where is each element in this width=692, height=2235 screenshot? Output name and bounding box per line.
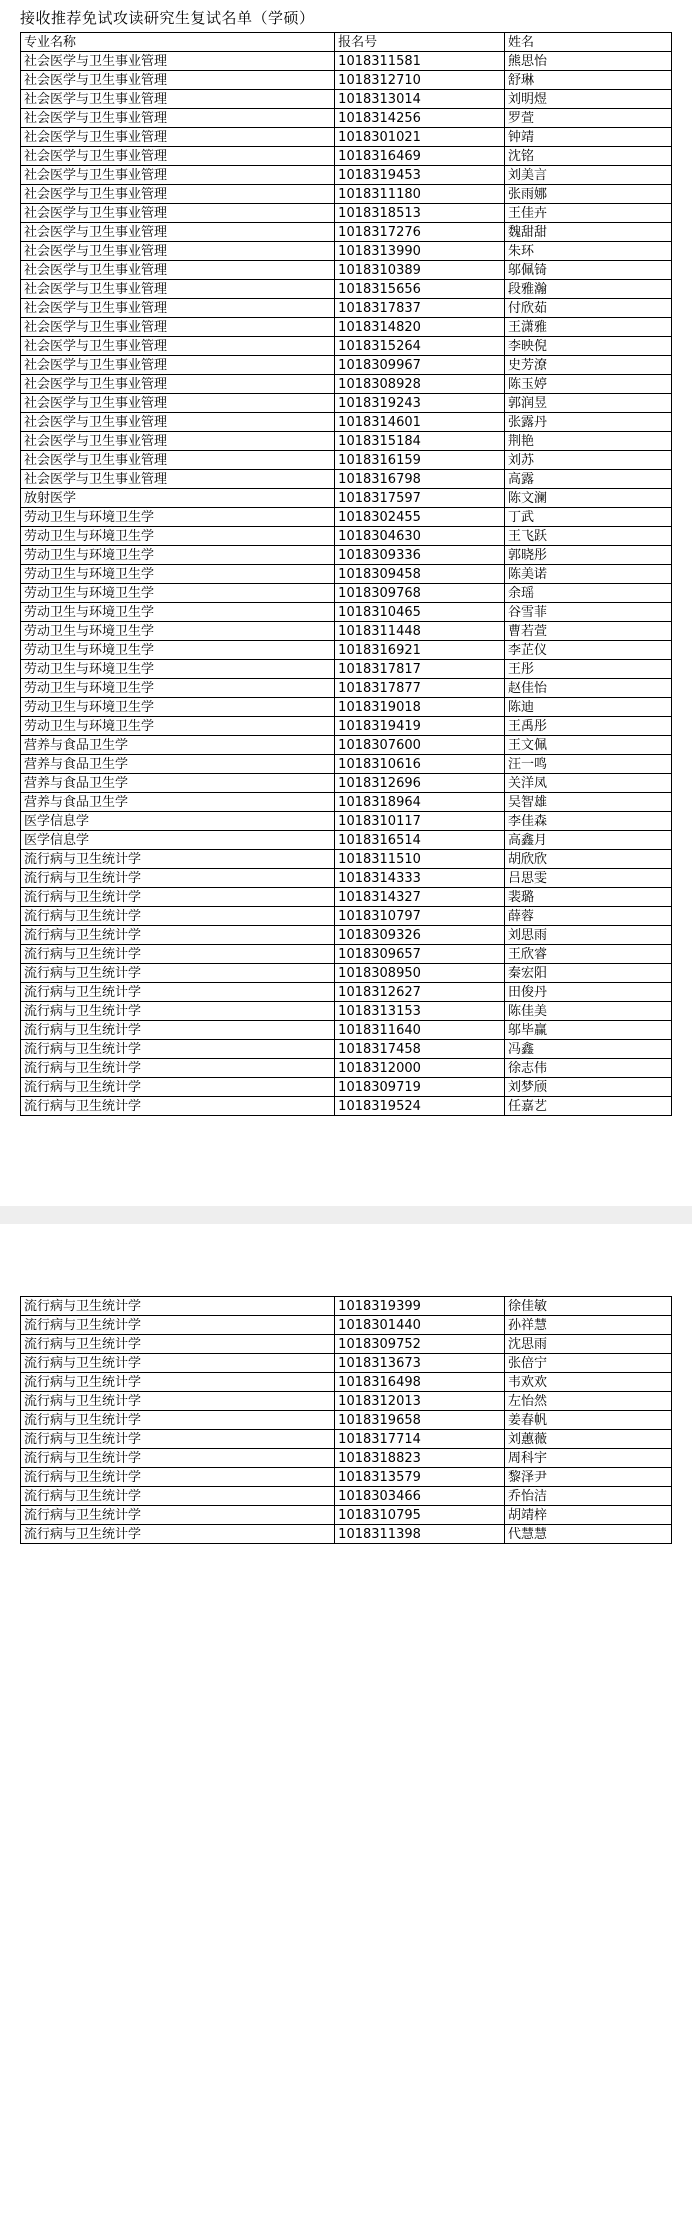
cell-major: 劳动卫生与环境卫生学 bbox=[21, 641, 335, 660]
cell-name: 陈佳美 bbox=[504, 1002, 671, 1021]
table-row bbox=[21, 1430, 672, 1449]
cell-name: 吴智雄 bbox=[504, 793, 671, 812]
cell-name: 陈文澜 bbox=[504, 489, 671, 508]
cell-major: 流行病与卫生统计学 bbox=[21, 1373, 335, 1392]
cell-major: 医学信息学 bbox=[21, 812, 335, 831]
table-row bbox=[21, 1392, 672, 1411]
cell-name: 刘明煜 bbox=[504, 90, 671, 109]
cell-major: 流行病与卫生统计学 bbox=[21, 850, 335, 869]
cell-major: 营养与食品卫生学 bbox=[21, 774, 335, 793]
cell-application-id: 1018314820 bbox=[335, 318, 505, 337]
table-row bbox=[21, 1297, 672, 1316]
cell-name: 高鑫月 bbox=[504, 831, 671, 850]
table-row bbox=[21, 375, 672, 394]
cell-major: 社会医学与卫生事业管理 bbox=[21, 128, 335, 147]
cell-application-id: 1018312710 bbox=[335, 71, 505, 90]
cell-major: 流行病与卫生统计学 bbox=[21, 1411, 335, 1430]
cell-major: 流行病与卫生统计学 bbox=[21, 1316, 335, 1335]
table-row bbox=[21, 413, 672, 432]
cell-name: 裴璐 bbox=[504, 888, 671, 907]
table-row bbox=[21, 983, 672, 1002]
document-page-1 bbox=[0, 0, 692, 1116]
cell-name: 邬毕赢 bbox=[504, 1021, 671, 1040]
table-row bbox=[21, 128, 672, 147]
cell-major: 社会医学与卫生事业管理 bbox=[21, 166, 335, 185]
cell-application-id: 1018309768 bbox=[335, 584, 505, 603]
table-row bbox=[21, 1316, 672, 1335]
cell-application-id: 1018309336 bbox=[335, 546, 505, 565]
cell-major: 放射医学 bbox=[21, 489, 335, 508]
table-row bbox=[21, 223, 672, 242]
table-row bbox=[21, 774, 672, 793]
cell-application-id: 1018318964 bbox=[335, 793, 505, 812]
cell-application-id: 1018319524 bbox=[335, 1097, 505, 1116]
table-row bbox=[21, 166, 672, 185]
cell-name: 舒琳 bbox=[504, 71, 671, 90]
cell-application-id: 1018314333 bbox=[335, 869, 505, 888]
table-row bbox=[21, 71, 672, 90]
cell-name: 汪一鸣 bbox=[504, 755, 671, 774]
table-row bbox=[21, 185, 672, 204]
cell-application-id: 1018303466 bbox=[335, 1487, 505, 1506]
document-page-2 bbox=[0, 1296, 692, 1544]
table-row bbox=[21, 698, 672, 717]
cell-application-id: 1018308950 bbox=[335, 964, 505, 983]
cell-application-id: 1018310117 bbox=[335, 812, 505, 831]
cell-name: 刘梦颀 bbox=[504, 1078, 671, 1097]
cell-major: 营养与食品卫生学 bbox=[21, 755, 335, 774]
cell-name: 田俊丹 bbox=[504, 983, 671, 1002]
cell-name: 胡欣欣 bbox=[504, 850, 671, 869]
cell-major: 流行病与卫生统计学 bbox=[21, 888, 335, 907]
cell-application-id: 1018309752 bbox=[335, 1335, 505, 1354]
cell-major: 流行病与卫生统计学 bbox=[21, 1097, 335, 1116]
table-row bbox=[21, 299, 672, 318]
cell-name: 付欣茹 bbox=[504, 299, 671, 318]
table-row bbox=[21, 489, 672, 508]
page-separator-strip bbox=[0, 1206, 692, 1224]
table-row bbox=[21, 280, 672, 299]
table-row bbox=[21, 660, 672, 679]
cell-major: 流行病与卫生统计学 bbox=[21, 945, 335, 964]
page-2-top-margin bbox=[0, 1224, 692, 1296]
cell-major: 流行病与卫生统计学 bbox=[21, 983, 335, 1002]
table-row bbox=[21, 90, 672, 109]
cell-application-id: 1018310465 bbox=[335, 603, 505, 622]
cell-major: 流行病与卫生统计学 bbox=[21, 1392, 335, 1411]
cell-name: 陈玉婷 bbox=[504, 375, 671, 394]
cell-name: 邬佩锜 bbox=[504, 261, 671, 280]
cell-application-id: 1018309657 bbox=[335, 945, 505, 964]
table-row bbox=[21, 641, 672, 660]
cell-major: 社会医学与卫生事业管理 bbox=[21, 90, 335, 109]
table-row bbox=[21, 717, 672, 736]
cell-major: 流行病与卫生统计学 bbox=[21, 1021, 335, 1040]
cell-major: 流行病与卫生统计学 bbox=[21, 1468, 335, 1487]
cell-name: 黎泽尹 bbox=[504, 1468, 671, 1487]
cell-application-id: 1018317714 bbox=[335, 1430, 505, 1449]
cell-major: 流行病与卫生统计学 bbox=[21, 1002, 335, 1021]
cell-major: 社会医学与卫生事业管理 bbox=[21, 413, 335, 432]
cell-major: 社会医学与卫生事业管理 bbox=[21, 261, 335, 280]
cell-name: 李芷仪 bbox=[504, 641, 671, 660]
cell-application-id: 1018319419 bbox=[335, 717, 505, 736]
cell-name: 刘蕙薇 bbox=[504, 1430, 671, 1449]
cell-major: 社会医学与卫生事业管理 bbox=[21, 375, 335, 394]
cell-application-id: 1018309719 bbox=[335, 1078, 505, 1097]
cell-name: 张露丹 bbox=[504, 413, 671, 432]
cell-name: 秦宏阳 bbox=[504, 964, 671, 983]
table-row bbox=[21, 584, 672, 603]
table-row bbox=[21, 1506, 672, 1525]
cell-application-id: 1018317276 bbox=[335, 223, 505, 242]
cell-name: 陈迪 bbox=[504, 698, 671, 717]
table-row bbox=[21, 964, 672, 983]
cell-major: 流行病与卫生统计学 bbox=[21, 1449, 335, 1468]
page-2-bottom-margin bbox=[0, 1544, 692, 1584]
cell-application-id: 1018317837 bbox=[335, 299, 505, 318]
cell-major: 社会医学与卫生事业管理 bbox=[21, 242, 335, 261]
table-row bbox=[21, 679, 672, 698]
cell-name: 段雅瀚 bbox=[504, 280, 671, 299]
cell-name: 王潇雅 bbox=[504, 318, 671, 337]
cell-major: 流行病与卫生统计学 bbox=[21, 1487, 335, 1506]
table-row bbox=[21, 394, 672, 413]
table-row bbox=[21, 755, 672, 774]
cell-application-id: 1018317597 bbox=[335, 489, 505, 508]
cell-application-id: 1018312000 bbox=[335, 1059, 505, 1078]
cell-name: 薛蓉 bbox=[504, 907, 671, 926]
cell-major: 流行病与卫生统计学 bbox=[21, 1059, 335, 1078]
cell-name: 张雨娜 bbox=[504, 185, 671, 204]
cell-name: 张倍宁 bbox=[504, 1354, 671, 1373]
cell-major: 社会医学与卫生事业管理 bbox=[21, 470, 335, 489]
cell-major: 劳动卫生与环境卫生学 bbox=[21, 622, 335, 641]
table-row bbox=[21, 527, 672, 546]
cell-name: 沈思雨 bbox=[504, 1335, 671, 1354]
cell-major: 流行病与卫生统计学 bbox=[21, 1335, 335, 1354]
table-row bbox=[21, 318, 672, 337]
table-row bbox=[21, 1335, 672, 1354]
table-row bbox=[21, 470, 672, 489]
table-row bbox=[21, 261, 672, 280]
cell-name: 王飞跃 bbox=[504, 527, 671, 546]
cell-name: 冯鑫 bbox=[504, 1040, 671, 1059]
cell-application-id: 1018310795 bbox=[335, 1506, 505, 1525]
table-row bbox=[21, 907, 672, 926]
table-row bbox=[21, 508, 672, 527]
column-header-name: 姓名 bbox=[504, 33, 671, 52]
cell-major: 流行病与卫生统计学 bbox=[21, 1430, 335, 1449]
table-row bbox=[21, 945, 672, 964]
table-row bbox=[21, 850, 672, 869]
cell-application-id: 1018313014 bbox=[335, 90, 505, 109]
cell-name: 刘美言 bbox=[504, 166, 671, 185]
cell-application-id: 1018315184 bbox=[335, 432, 505, 451]
cell-name: 关洋凤 bbox=[504, 774, 671, 793]
cell-name: 乔怡洁 bbox=[504, 1487, 671, 1506]
cell-major: 流行病与卫生统计学 bbox=[21, 1354, 335, 1373]
cell-application-id: 1018311640 bbox=[335, 1021, 505, 1040]
cell-major: 社会医学与卫生事业管理 bbox=[21, 356, 335, 375]
cell-major: 劳动卫生与环境卫生学 bbox=[21, 527, 335, 546]
cell-major: 社会医学与卫生事业管理 bbox=[21, 52, 335, 71]
cell-name: 赵佳怡 bbox=[504, 679, 671, 698]
cell-application-id: 1018311448 bbox=[335, 622, 505, 641]
cell-major: 社会医学与卫生事业管理 bbox=[21, 223, 335, 242]
cell-name: 王文佩 bbox=[504, 736, 671, 755]
cell-application-id: 1018316159 bbox=[335, 451, 505, 470]
column-header-major: 专业名称 bbox=[21, 33, 335, 52]
cell-name: 左怡然 bbox=[504, 1392, 671, 1411]
table-row bbox=[21, 52, 672, 71]
cell-name: 曹若萱 bbox=[504, 622, 671, 641]
cell-major: 社会医学与卫生事业管理 bbox=[21, 185, 335, 204]
cell-name: 周科宇 bbox=[504, 1449, 671, 1468]
cell-major: 医学信息学 bbox=[21, 831, 335, 850]
cell-name: 李佳森 bbox=[504, 812, 671, 831]
table-row bbox=[21, 1354, 672, 1373]
cell-name: 韦欢欢 bbox=[504, 1373, 671, 1392]
cell-application-id: 1018302455 bbox=[335, 508, 505, 527]
cell-major: 社会医学与卫生事业管理 bbox=[21, 337, 335, 356]
cell-name: 郭晓彤 bbox=[504, 546, 671, 565]
table-row bbox=[21, 242, 672, 261]
cell-application-id: 1018313990 bbox=[335, 242, 505, 261]
cell-major: 劳动卫生与环境卫生学 bbox=[21, 584, 335, 603]
cell-application-id: 1018311398 bbox=[335, 1525, 505, 1544]
table-row bbox=[21, 147, 672, 166]
cell-major: 流行病与卫生统计学 bbox=[21, 907, 335, 926]
cell-major: 劳动卫生与环境卫生学 bbox=[21, 603, 335, 622]
cell-name: 王欣睿 bbox=[504, 945, 671, 964]
cell-application-id: 1018314601 bbox=[335, 413, 505, 432]
cell-application-id: 1018319453 bbox=[335, 166, 505, 185]
cell-name: 王佳卉 bbox=[504, 204, 671, 223]
table-row bbox=[21, 451, 672, 470]
cell-application-id: 1018317877 bbox=[335, 679, 505, 698]
cell-major: 流行病与卫生统计学 bbox=[21, 1297, 335, 1316]
cell-application-id: 1018319658 bbox=[335, 1411, 505, 1430]
table-row bbox=[21, 356, 672, 375]
cell-application-id: 1018319399 bbox=[335, 1297, 505, 1316]
cell-major: 社会医学与卫生事业管理 bbox=[21, 318, 335, 337]
cell-application-id: 1018319018 bbox=[335, 698, 505, 717]
cell-application-id: 1018309326 bbox=[335, 926, 505, 945]
cell-major: 流行病与卫生统计学 bbox=[21, 869, 335, 888]
cell-name: 沈铭 bbox=[504, 147, 671, 166]
cell-major: 流行病与卫生统计学 bbox=[21, 1506, 335, 1525]
cell-major: 劳动卫生与环境卫生学 bbox=[21, 679, 335, 698]
cell-major: 流行病与卫生统计学 bbox=[21, 1525, 335, 1544]
table-row bbox=[21, 204, 672, 223]
table-row bbox=[21, 736, 672, 755]
cell-major: 流行病与卫生统计学 bbox=[21, 1040, 335, 1059]
cell-name: 徐志伟 bbox=[504, 1059, 671, 1078]
cell-name: 魏甜甜 bbox=[504, 223, 671, 242]
cell-major: 劳动卫生与环境卫生学 bbox=[21, 698, 335, 717]
cell-major: 营养与食品卫生学 bbox=[21, 736, 335, 755]
cell-major: 流行病与卫生统计学 bbox=[21, 926, 335, 945]
cell-application-id: 1018314327 bbox=[335, 888, 505, 907]
cell-application-id: 1018319243 bbox=[335, 394, 505, 413]
cell-major: 社会医学与卫生事业管理 bbox=[21, 299, 335, 318]
cell-application-id: 1018316921 bbox=[335, 641, 505, 660]
cell-application-id: 1018311510 bbox=[335, 850, 505, 869]
cell-major: 社会医学与卫生事业管理 bbox=[21, 432, 335, 451]
cell-application-id: 1018318513 bbox=[335, 204, 505, 223]
cell-application-id: 1018315656 bbox=[335, 280, 505, 299]
cell-name: 朱环 bbox=[504, 242, 671, 261]
table-header-row bbox=[21, 33, 672, 52]
table-row bbox=[21, 109, 672, 128]
cell-name: 史芳潦 bbox=[504, 356, 671, 375]
table-header bbox=[21, 33, 672, 52]
cell-name: 高露 bbox=[504, 470, 671, 489]
cell-major: 劳动卫生与环境卫生学 bbox=[21, 508, 335, 527]
cell-name: 吕思雯 bbox=[504, 869, 671, 888]
table-row bbox=[21, 1097, 672, 1116]
cell-major: 社会医学与卫生事业管理 bbox=[21, 109, 335, 128]
cell-application-id: 1018301021 bbox=[335, 128, 505, 147]
table-row bbox=[21, 1468, 672, 1487]
table-row bbox=[21, 432, 672, 451]
cell-major: 劳动卫生与环境卫生学 bbox=[21, 717, 335, 736]
cell-application-id: 1018310389 bbox=[335, 261, 505, 280]
cell-major: 社会医学与卫生事业管理 bbox=[21, 394, 335, 413]
cell-application-id: 1018311180 bbox=[335, 185, 505, 204]
cell-application-id: 1018312013 bbox=[335, 1392, 505, 1411]
cell-application-id: 1018316498 bbox=[335, 1373, 505, 1392]
table-row bbox=[21, 1487, 672, 1506]
cell-name: 钟靖 bbox=[504, 128, 671, 147]
page-title: 接收推荐免试攻读研究生复试名单（学硕） bbox=[20, 9, 315, 27]
cell-name: 徐佳敏 bbox=[504, 1297, 671, 1316]
table-row bbox=[21, 831, 672, 850]
cell-application-id: 1018304630 bbox=[335, 527, 505, 546]
cell-name: 代慧慧 bbox=[504, 1525, 671, 1544]
cell-name: 丁武 bbox=[504, 508, 671, 527]
table-row bbox=[21, 337, 672, 356]
table-row bbox=[21, 926, 672, 945]
table-row bbox=[21, 603, 672, 622]
cell-application-id: 1018314256 bbox=[335, 109, 505, 128]
cell-application-id: 1018309458 bbox=[335, 565, 505, 584]
cell-name: 刘苏 bbox=[504, 451, 671, 470]
table-row bbox=[21, 1525, 672, 1544]
cell-application-id: 1018312627 bbox=[335, 983, 505, 1002]
table-row bbox=[21, 622, 672, 641]
cell-application-id: 1018307600 bbox=[335, 736, 505, 755]
cell-application-id: 1018313579 bbox=[335, 1468, 505, 1487]
cell-application-id: 1018315264 bbox=[335, 337, 505, 356]
cell-major: 劳动卫生与环境卫生学 bbox=[21, 660, 335, 679]
cell-major: 社会医学与卫生事业管理 bbox=[21, 280, 335, 299]
cell-application-id: 1018312696 bbox=[335, 774, 505, 793]
cell-application-id: 1018310616 bbox=[335, 755, 505, 774]
cell-name: 李映倪 bbox=[504, 337, 671, 356]
cell-major: 社会医学与卫生事业管理 bbox=[21, 451, 335, 470]
table-row bbox=[21, 1059, 672, 1078]
cell-name: 谷雪菲 bbox=[504, 603, 671, 622]
cell-application-id: 1018309967 bbox=[335, 356, 505, 375]
table-row bbox=[21, 565, 672, 584]
cell-application-id: 1018317458 bbox=[335, 1040, 505, 1059]
cell-name: 姜春帆 bbox=[504, 1411, 671, 1430]
table-row bbox=[21, 1040, 672, 1059]
roster-table-page-2 bbox=[20, 1296, 672, 1544]
table-row bbox=[21, 869, 672, 888]
cell-application-id: 1018318823 bbox=[335, 1449, 505, 1468]
cell-name: 陈美诺 bbox=[504, 565, 671, 584]
cell-name: 王彤 bbox=[504, 660, 671, 679]
cell-major: 营养与食品卫生学 bbox=[21, 793, 335, 812]
cell-major: 流行病与卫生统计学 bbox=[21, 1078, 335, 1097]
cell-major: 流行病与卫生统计学 bbox=[21, 964, 335, 983]
table-body-page-2 bbox=[21, 1297, 672, 1544]
cell-major: 社会医学与卫生事业管理 bbox=[21, 147, 335, 166]
cell-name: 罗萱 bbox=[504, 109, 671, 128]
cell-application-id: 1018316469 bbox=[335, 147, 505, 166]
cell-name: 余瑶 bbox=[504, 584, 671, 603]
cell-application-id: 1018310797 bbox=[335, 907, 505, 926]
cell-major: 劳动卫生与环境卫生学 bbox=[21, 546, 335, 565]
cell-application-id: 1018301440 bbox=[335, 1316, 505, 1335]
cell-application-id: 1018311581 bbox=[335, 52, 505, 71]
column-header-application-id: 报名号 bbox=[335, 33, 505, 52]
table-row bbox=[21, 888, 672, 907]
cell-application-id: 1018317817 bbox=[335, 660, 505, 679]
cell-name: 熊思怡 bbox=[504, 52, 671, 71]
cell-name: 任嘉艺 bbox=[504, 1097, 671, 1116]
cell-major: 社会医学与卫生事业管理 bbox=[21, 71, 335, 90]
roster-table-page-1 bbox=[20, 32, 672, 1116]
table-row bbox=[21, 1449, 672, 1468]
table-row bbox=[21, 546, 672, 565]
table-row bbox=[21, 812, 672, 831]
cell-application-id: 1018308928 bbox=[335, 375, 505, 394]
table-row bbox=[21, 1021, 672, 1040]
cell-major: 劳动卫生与环境卫生学 bbox=[21, 565, 335, 584]
cell-name: 孙祥慧 bbox=[504, 1316, 671, 1335]
cell-application-id: 1018316514 bbox=[335, 831, 505, 850]
table-row bbox=[21, 1373, 672, 1392]
table-row bbox=[21, 1002, 672, 1021]
cell-major: 社会医学与卫生事业管理 bbox=[21, 204, 335, 223]
table-body-page-1 bbox=[21, 52, 672, 1116]
cell-application-id: 1018313673 bbox=[335, 1354, 505, 1373]
cell-name: 刘思雨 bbox=[504, 926, 671, 945]
cell-application-id: 1018313153 bbox=[335, 1002, 505, 1021]
cell-name: 荆艳 bbox=[504, 432, 671, 451]
table-row bbox=[21, 1078, 672, 1097]
table-row bbox=[21, 1411, 672, 1430]
table-row bbox=[21, 793, 672, 812]
page-break-gap bbox=[0, 1116, 692, 1206]
cell-name: 王禹彤 bbox=[504, 717, 671, 736]
cell-application-id: 1018316798 bbox=[335, 470, 505, 489]
cell-name: 郭润昱 bbox=[504, 394, 671, 413]
cell-name: 胡靖梓 bbox=[504, 1506, 671, 1525]
